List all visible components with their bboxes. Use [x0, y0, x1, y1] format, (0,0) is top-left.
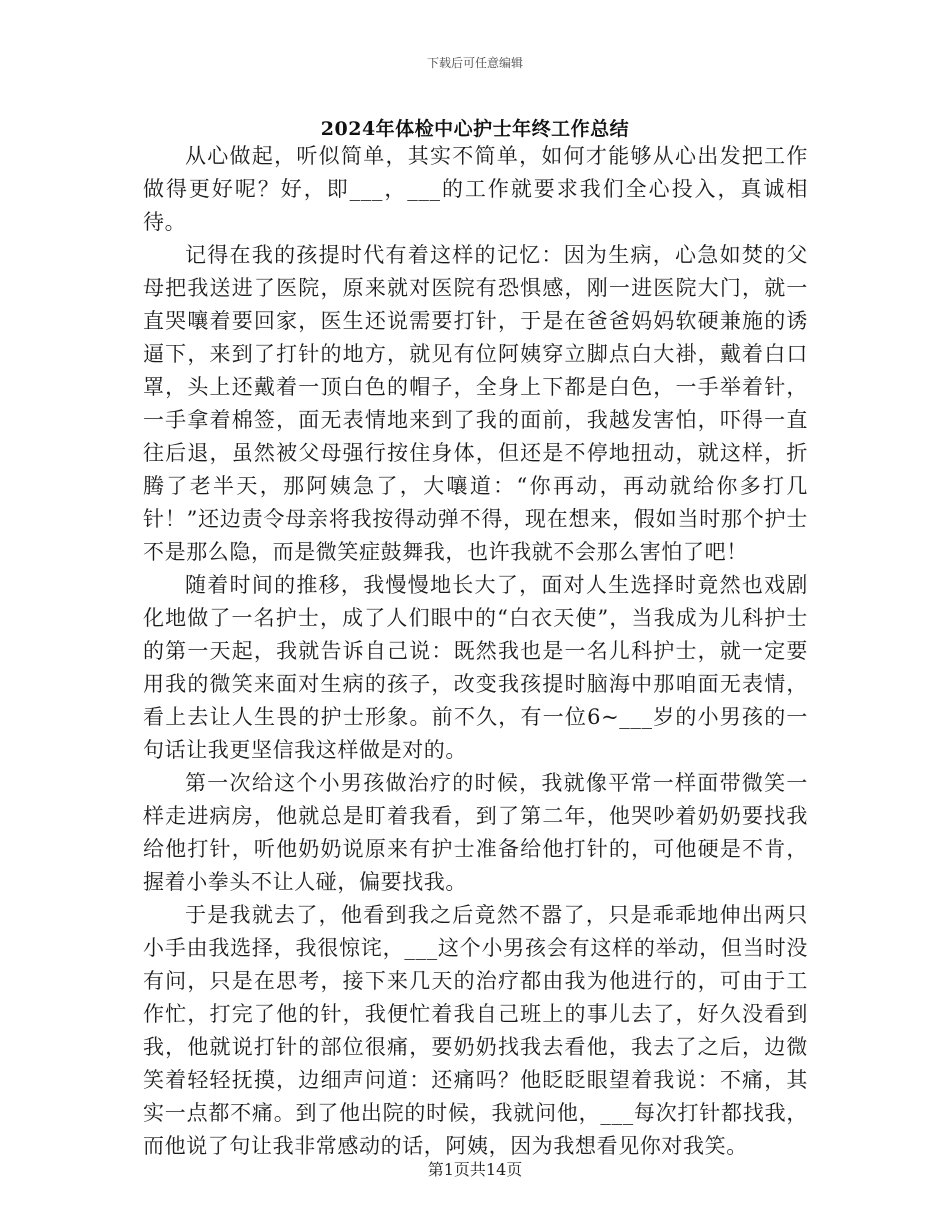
paragraph: 随着时间的推移，我慢慢地长大了，面对人生选择时竟然也戏剧化地做了一名护士，成了人们眼中的“白衣天使”，当我成为儿科护士的第一天起，我就告诉自己说：既然我也是一名儿科护士，就一定要用我的微笑来面对生病的孩子，改变我孩提时脑海中那咱面无表情，看上去让人生畏的护士形象。前不久，有一位6~___岁的小男孩的一句话让我更坚信我这样做是对的。	[143, 573, 808, 762]
header-note: 下载后可任意编辑	[426, 56, 523, 70]
page-title: 2024年体检中心护士年终工作总结	[320, 118, 630, 140]
paragraph: 第一次给这个小男孩做治疗的时候，我就像平常一样面带微笑一样走进病房，他就总是盯着我看，到了第二年，他哭吵着奶奶要找我给他打针，听他奶奶说原来有护士准备给他打针的，可他硬是不肯，握着小拳头不让人碰，偏要找我。	[143, 771, 808, 894]
paragraph: 记得在我的孩提时代有着这样的记忆：因为生病，心急如焚的父母把我送进了医院，原来就对医院有恐惧感，刚一进医院大门，就一直哭嚷着要回家，医生还说需要打针，于是在爸爸妈妈软硬兼施的诱逼下，来到了打针的地方，就见有位阿姨穿立脚点白大褂，戴着白口罩，头上还戴着一顶白色的帽子，全身上下都是白色，一手举着针，一手拿着棉签，面无表情地来到了我的面前，我越发害怕，吓得一直往后退，虽然被父母强行按住身体，但还是不停地扭动，就这样，折腾了老半天，那阿姨急了，大嚷道：“你再动，再动就给你多打几针！”还边责令母亲将我按得动弹不得，现在想来，假如当时那个护士不是那么隐，而是微笑症鼓舞我，也许我就不会那么害怕了吧！	[143, 243, 808, 564]
page-number: 第1页共14页	[427, 1160, 523, 1179]
document-body	[143, 140, 808, 1163]
paragraph: 于是我就去了，他看到我之后竟然不嚣了，只是乖乖地伸出两只小手由我选择，我很惊诧，___这个小男孩会有这样的举动，但当时没有问，只是在思考，接下来几天的治疗都由我为他进行的，可由于工作忙，打完了他的针，我便忙着我自己班上的事儿去了，好久没看到我，他就说打针的部位很痛，要奶奶找我去看他，我去了之后，边微笑着轻轻抚摸，边细声问道：还痛吗？他眨眨眼望着我说：不痛，其实一点都不痛。到了他出院的时候，我就问他，___每次打针都找我，而他说了句让我非常感动的话，阿姨，因为我想看见你对我笑。	[143, 903, 808, 1158]
paragraph: 从心做起，听似简单，其实不简单，如何才能够从心出发把工作做得更好呢？好，即___，___的工作就要求我们全心投入，真诚相待。	[143, 144, 808, 234]
